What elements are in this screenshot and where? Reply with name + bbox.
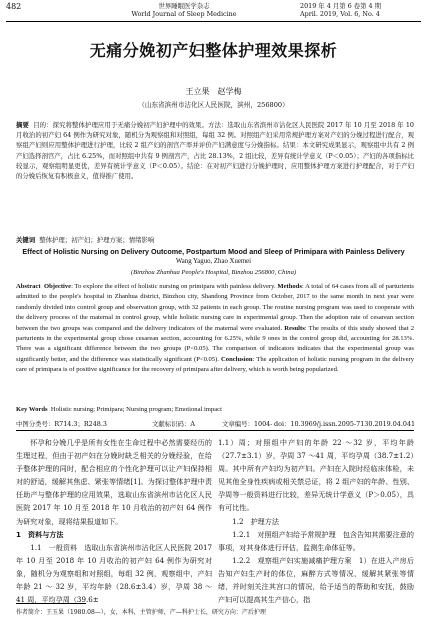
- methods-text: : A total of 64 cases from all of parturients admitted to the people's hospital in Zhanhua district, Binzhou city, Shandong Province from October, 2017 to the same month in next year were randomly divided into control group and observation group, with 32 patients in each group. The routine nursing program was used to cooperate with the delivery process of the maternal in control group, while holistic nursing care in experimental group. Then the adoption rate of cesarean section between the two groups was compared and the delivery indicators of the maternal were evaluated.: [16, 283, 415, 332]
- section-1-1: 1.1 一般资料 选取山东省滨州市沾化区人民医院 2017 年 10 月至 2018 年 10 月收治的初产妇 64 例作为研究对象，随机分为观察组和对照组，每组 32 例，观察组中，产妇年龄 21 ～ 32 岁，平均年龄（28.6±3.4）岁，孕周 38 ～41 周，平均孕周（39.6±: [16, 542, 212, 605]
- keywords-cn-text: 整体护理；初产妇；护理方案；情绪影响: [39, 236, 155, 244]
- issue-cn: 2019 年 4 月第 6 卷第 4 期: [300, 2, 382, 10]
- intro-paragraph: 怀孕和分娩几乎是所有女性在生命过程中必然需要经历的生理过程，但由于初产妇在分娩时缺乏相关的分娩经验，在给予整体护理的同时，配合相应的个性化护理可以让产妇保持相对的舒适，缓解其焦虑、紧张等情绪[1]。为探讨整体护理中责任助产与整体护理的应用效果，选取山东省滨州市沾化区人民医院 2017 年 10 月至 2018 年 10 月收治的初产妇 64 例作为研究对象，现将结果报道如下。: [16, 438, 212, 526]
- doi: doi：10.3969/j.issn.2095-7130.2019.04.041: [274, 420, 416, 428]
- abstract-cn-text: 目的：探究将整体护理应用于无痛分娩初产妇护理中的效果。方法：选取山东省滨州市沾化区人民医院 2017 年 10 月至 2018 年 10 月收治的初产妇 64 例作为研究对象，随机分为观察组和对照组，每组 32 例。对照组产妇采用常规护理方案对产妇的分娩过程进行配合，观察组产妇则应用整体护理进行护理，比较 2 组产妇的剖宫产率并评价产妇满意度与分娩指标。结果：本文研究成果显示，观察组中共有 2 例产妇选择剖宫产，占比 6.25%，而对照组中共有 9 例剖宫产，占比 28.13%，2 组比较，差异有统计学意义（P＜0.05）；产妇的各项指标比较显示，观察组明显更优，差异有统计学意义（P＜0.05）。结论：在对初产妇进行分娩护理时，应用整体护理方案进行护理配合，对于产妇的分娩后恢复有积极意义，值得推广使用。: [16, 121, 414, 181]
- article-id: 文章编号：1004-: [222, 420, 273, 428]
- section-1-2: 1.2 护理方法: [232, 516, 279, 526]
- document-code: 文献标识码：A: [152, 420, 195, 428]
- section-1-2-1: 1.2.1 对照组产妇给予常规护理 包含告知其需要注意的事项，对其身体进行评估，监测生命体征等。: [218, 529, 414, 552]
- author-footnote: 作者简介：王玉果（1980.08—），女，本科，主管护师，产—科护士长，研究方向：产后护理: [16, 609, 266, 616]
- footnote-rule: [16, 603, 86, 604]
- abstract-en: [16, 282, 414, 376]
- objective-text: : To explore the effect of holistic nursing on primipara with painless delivery.: [71, 283, 278, 290]
- section-1-heading: 1 资料与方法: [16, 529, 64, 539]
- paper-title: 无痛分娩初产妇整体护理效果探析: [89, 41, 338, 60]
- authors: 王立果 赵学梅: [185, 87, 242, 96]
- keywords-en-label: Key Words: [16, 406, 48, 413]
- results-text: : The results of this study showed that 2 parturients in the experimental group chose cesarean section, accounting for 6.25%, while 9 ones in the control group did, accounting for 28.13%. There was a significant difference between the two groups (P<0.05). The comparison of indicators indicates that the experimental group was significantly better, and the difference was statistically significant (P<0.05).: [16, 324, 414, 363]
- keywords-cn-label: 关键词: [16, 236, 36, 244]
- affiliation: （山东省滨州市沾化区人民医院，滨州，256800）: [138, 101, 289, 109]
- clc-number: 中图分类号：R714.3；R248.3: [16, 420, 107, 428]
- conclusion-label: Conclusion: [221, 355, 253, 363]
- journal-name-en: World Journal of Sleep Medicine: [131, 10, 237, 18]
- abstract-cn-label: 摘要: [16, 121, 29, 129]
- conclusion-text: : The application of holistic nursing program in the delivery care of primipara is of positive significance for the recovery of primipara after delivery, which is worth being popularized.: [16, 355, 414, 374]
- journal-name: [124, 2, 244, 18]
- abstract-en-label: Abstract: [16, 283, 41, 290]
- methods-label: Methods: [277, 283, 302, 290]
- english-title: Effect of Holistic Nursing on Delivery Outcome, Postpartum Mood and Sleep of Primipara with Painless Delivery: [22, 247, 405, 256]
- results-label: Results: [284, 324, 305, 332]
- header-rule: [6, 21, 421, 22]
- issue-info: [300, 2, 381, 18]
- right-paragraph-1: 1.1）周；对照组中产妇的年龄 22 ～32 岁，平均年龄（27.7±3.1）岁，孕周 37 ～41 周，平均孕周（38.7±1.2）周。其中所有产妇均为初产妇。产妇在入院时经临床体检，未见其他全身性疾病或相关禁忌证，将 2 组产妇的年龄、性别、孕周等一般资料进行比较，差异无统计学意义（P＞0.05），具有可比性。: [218, 438, 414, 513]
- keywords-cn: [16, 235, 414, 245]
- keywords-en: [16, 405, 414, 415]
- issue-en: April. 2019, Vol. 6, No. 4: [300, 10, 380, 18]
- body-column-right: [218, 436, 414, 606]
- abstract-cn: [16, 120, 414, 181]
- keywords-en-text: Holistic nursing; Primipara; Nursing program; Emotional impact: [50, 406, 222, 413]
- english-affiliation: (Binzhou Zhanhua People's Hospital, Binzhou 256800, China): [130, 269, 297, 276]
- meta-rule: [16, 430, 414, 431]
- objective-label: Objective: [43, 283, 72, 290]
- section-1-2-2: 1.2.2 观察组产妇实施减痛护理方案 1）在进入产房后告知产妇生产时的体位，麻醉方式等情况，缓解其紧张等情绪，并时刻关注其宫口的情况，给予适当的帮助和安抚，鼓励产妇可以提高其生产信心，指: [218, 555, 414, 605]
- page-number: 482: [6, 2, 22, 11]
- english-authors: Wang Yaguo, Zhao Xuemei: [175, 258, 252, 265]
- journal-name-cn: 世界睡眠医学杂志: [158, 2, 210, 10]
- body-column-left: [16, 436, 212, 606]
